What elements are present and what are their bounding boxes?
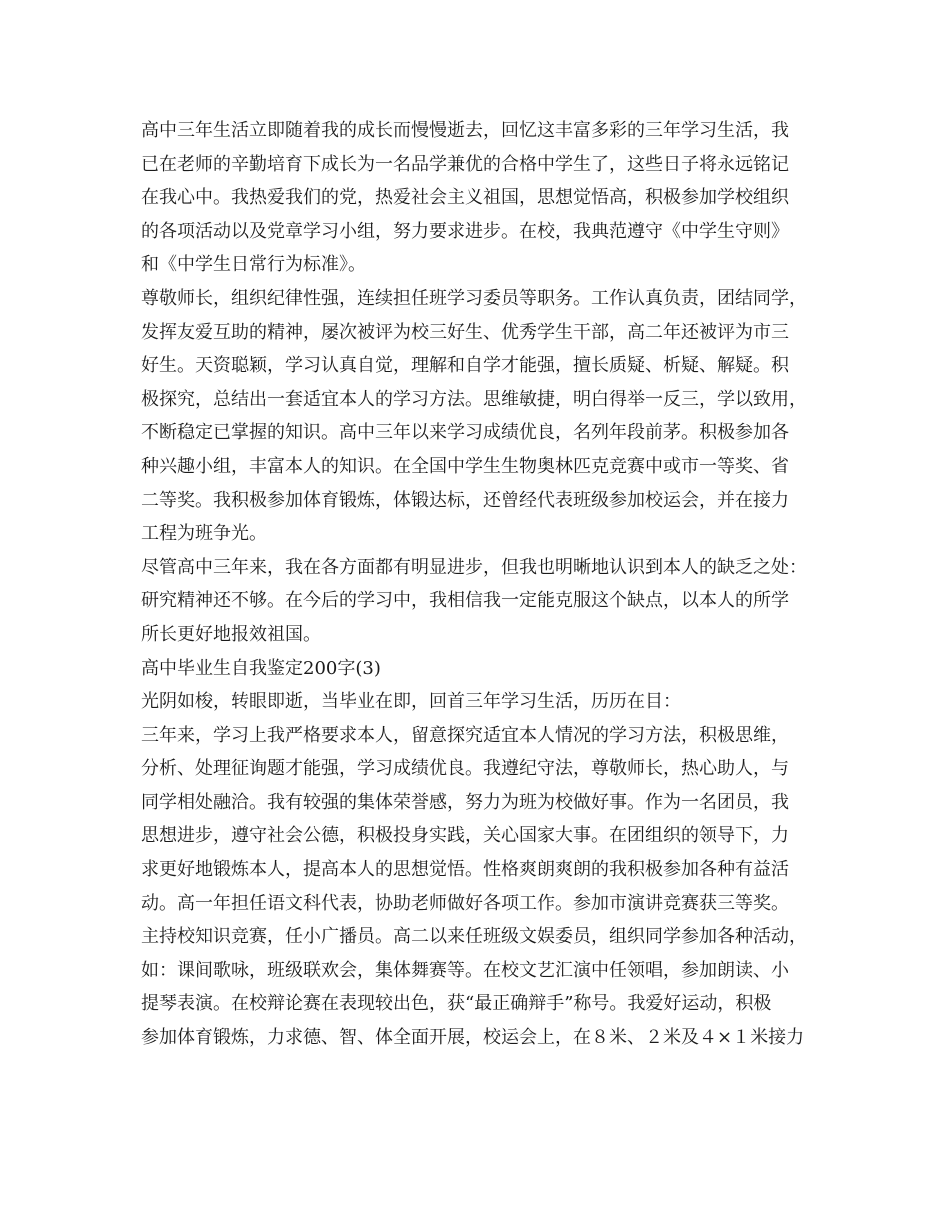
text-line: 的各项活动以及党章学习小组，努力要求进步。在校，我典范遵守《中学生守则》 <box>141 220 789 242</box>
text-line: 发挥友爱互助的精神，屡次被评为校三好生、优秀学生干部，高二年还被评为市三 <box>141 321 789 343</box>
text-line: 高中三年生活立即随着我的成长而慢慢逝去，回忆这丰富多彩的三年学习生活，我 <box>141 120 789 141</box>
text-line: 主持校知识竞赛，任小广播员。高二以来任班级文娱委员，组织同学参加各种活动， <box>141 926 807 948</box>
text-line: 二等奖。我积极参加体育锻炼，体锻达标，还曾经代表班级参加校运会，并在接力 <box>141 489 789 511</box>
section-heading: 高中毕业生自我鉴定200字(3) <box>141 657 381 679</box>
text-line: 种兴趣小组，丰富本人的知识。在全国中学生生物奥林匹克竞赛中或市一等奖、省 <box>141 455 789 477</box>
document-body <box>141 114 831 1055</box>
text-line: 已在老师的辛勤培育下成长为一名品学兼优的合格中学生了，这些日子将永远铭记 <box>141 153 789 175</box>
text-line: 参加体育锻炼，力求德、智、体全面开展，校运会上，在８米、２米及４×１米接力 <box>141 1027 805 1049</box>
text-line: 在我心中。我热爱我们的党，热爱社会主义祖国，思想觉悟高，积极参加学校组织 <box>141 187 789 209</box>
text-line: 三年来，学习上我严格要求本人，留意探究适宜本人情况的学习方法，积极思维， <box>141 724 789 746</box>
text-line: 工程为班争光。 <box>141 523 267 545</box>
text-line: 动。高一年担任语文科代表，协助老师做好各项工作。参加市演讲竞赛获三等奖。 <box>141 892 789 914</box>
text-line: 尊敬师长，组织纪律性强，连续担任班学习委员等职务。工作认真负责，团结同学， <box>141 287 807 309</box>
text-line: 思想进步，遵守社会公德，积极投身实践，关心国家大事。在团组织的领导下，力 <box>141 825 789 847</box>
text-line: 如：课间歌咏，班级联欢会，集体舞赛等。在校文艺汇演中任领唱，参加朗读、小 <box>141 959 789 981</box>
text-line: 提琴表演。在校辩论赛在表现较出色，获“最正确辩手”称号。我爱好运动，积极 <box>141 993 772 1015</box>
text-line: 光阴如梭，转眼即逝，当毕业在即，回首三年学习生活，历历在目： <box>141 691 681 713</box>
text-line: 研究精神还不够。在今后的学习中，我相信我一定能克服这个缺点，以本人的所学 <box>141 590 789 612</box>
text-line: 不断稳定已掌握的知识。高中三年以来学习成绩优良，名列年段前茅。积极参加各 <box>141 422 789 444</box>
text-line: 极探究，总结出一套适宜本人的学习方法。思维敏捷，明白得举一反三，学以致用， <box>141 388 807 410</box>
text-line: 同学相处融洽。我有较强的集体荣誉感，努力为班为校做好事。作为一名团员，我 <box>141 791 789 813</box>
text-line: 所长更好地报效祖国。 <box>141 623 321 645</box>
text-line: 分析、处理征询题才能强，学习成绩优良。我遵纪守法，尊敬师长，热心助人，与 <box>141 758 789 780</box>
text-line: 求更好地锻炼本人，提高本人的思想觉悟。性格爽朗爽朗的我积极参加各种有益活 <box>141 859 789 881</box>
text-line: 和《中学生日常行为标准》。 <box>141 254 366 276</box>
text-line: 尽管高中三年来，我在各方面都有明显进步，但我也明晰地认识到本人的缺乏之处： <box>141 556 807 578</box>
text-line: 好生。天资聪颖，学习认真自觉，理解和自学才能强，擅长质疑、析疑、解疑。积 <box>141 355 789 377</box>
